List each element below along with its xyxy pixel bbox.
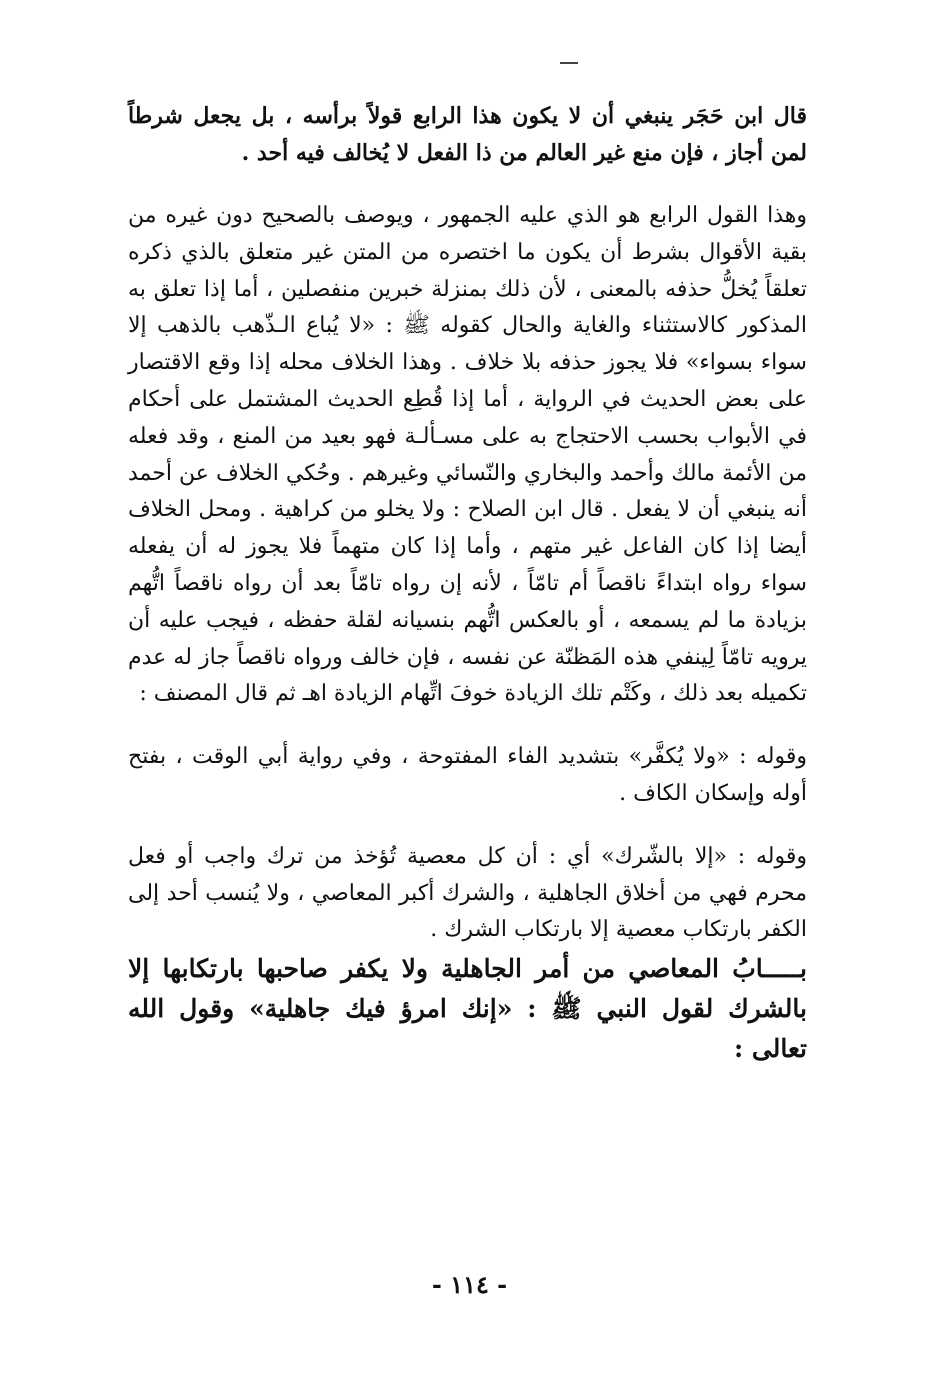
page-content xyxy=(128,0,807,1069)
paragraph-wala-yukaffar: وقوله : «ولا يُكفَّر» بتشديد الفاء المفتوحة ، وفي رواية أبي الوقت ، بفتح أوله وإسكان الكاف . xyxy=(128,744,807,806)
paragraph-illa-bishirk: وقوله : «إلا بالشّرك» أي : أن كل معصية تُؤخذ من ترك واجب أو فعل محرم فهي من أخلاق الجاهلية ، والشرك أكبر المعاصي ، ولا يُنسب أحد إلى الكفر بارتكاب معصية إلا بارتكاب الشرك . xyxy=(128,843,807,943)
page-top-mark xyxy=(560,62,578,64)
paragraph-fourth-opinion: وهذا القول الرابع هو الذي عليه الجمهور ، ويوصف بالصحيح دون غيره من بقية الأقوال بشرط أن يكون ما اختصره من المتن غير متعلق بالذي ذكره تعلقاً يُخلُّ حذفه بالمعنى ، لأن ذلك بمنزلة خبرين منفصلين ، أما إذا تعلق به المذكور كالاستثناء والغاية والحال كقوله ﷺ : «لا يُباع الـذّهب بالذهب إلا سواء بسواء» فلا يجوز حذفه بلا خلاف . وهذا الخلاف محله إذا وقع الاقتصار على بعض الحديث في الرواية ، أما إذا قُطِع الحديث المشتمل على أحكام في الأبواب بحسب الاحتجاج به على مسـألـة فهو بعيد من المنع ، وقد فعله من الأئمة مالك وأحمد والبخاري والنّسائي وغيرهم . وحُكي الخلاف عن أحمد أنه ينبغي أن لا يفعل . قال ابن الصلاح : ولا يخلو من كراهية . ومحل الخلاف أيضا إذا كان الفاعل غير متهم ، وأما إذا كان متهماً فلا يجوز له أن يفعله سواء رواه ابتداءً ناقصاً أم تامّاً ، لأنه إن رواه تامّاً بعد أن رواه ناقصاً اتُّهم بزيادة ما لم يسمعه ، أو بالعكس اتُّهم بنسيانه لقلة حفظه ، فيجب عليه أن يرويه تامّاً لِينفي هذه المَظنّة عن نفسه ، فإن خالف ورواه ناقصاً جاز له عدم تكميله بعد ذلك ، وكَتْم تلك الزيادة خوفَ اتِّهام الزيادة اهـ ثم قال المصنف : xyxy=(128,203,807,707)
paragraph-ibn-hajar-quote: قال ابن حَجَر ينبغي أن لا يكون هذا الرابع قولاً برأسه ، بل يجعل شرطاً لمن أجاز ، فإن منع غير العالم من ذا الفعل لا يُخالف فيه أحد . xyxy=(128,103,807,166)
page-number: - ١١٤ - xyxy=(431,1270,508,1299)
chapter-heading: بـــــابُ المعاصي من أمر الجاهلية ولا يكفر صاحبها بارتكابها إلا بالشرك لقول النبي ﷺ : «إنك امرؤ فيك جاهلية» وقول الله تعالى : xyxy=(128,954,807,1064)
